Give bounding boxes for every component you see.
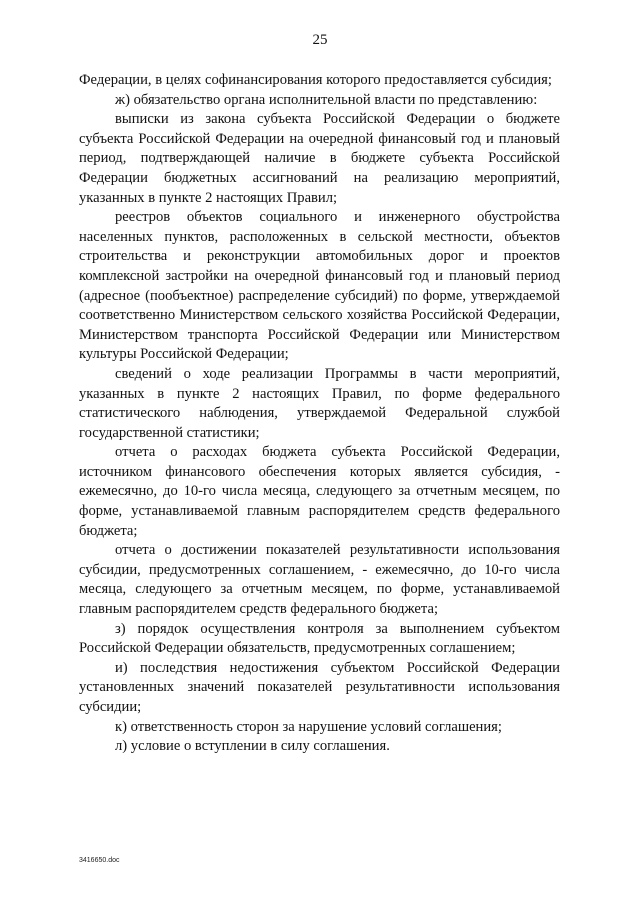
paragraph-performance-report: отчета о достижении показателей результативности использования субсидии, предусмотренных соглашением, - ежемесячно, до 10-го числа месяца, следующего за отчетным месяцем, по форме, устанавливаемой главным распорядителем средств федерального бюджета; (79, 542, 560, 618)
paragraph-item-z: з) порядок осуществления контроля за выполнением субъектом Российской Федерации обязательств, предусмотренных соглашением; (79, 620, 560, 657)
paragraph-item-zh: ж) обязательство органа исполнительной власти по представлению: (115, 91, 538, 108)
page-number: 25 (312, 32, 328, 48)
paragraph-continuation: Федерации, в целях софинансирования которого предоставляется субсидия; (79, 72, 552, 88)
paragraph-item-i: и) последствия недостижения субъектом Российской Федерации установленных значений показателей результативности использования субсидии; (79, 659, 560, 715)
paragraph-item-l: л) условие о вступлении в силу соглашения. (115, 738, 390, 755)
document-body (79, 71, 560, 757)
paragraph-registers: реестров объектов социального и инженерного обустройства населенных пунктов, расположенных в сельской местности, объектов строительства и реконструкции автомобильных дорог и проектов комплексной застройки на очередной финансовый год и плановый период (адресное (пообъектное) распределение субсидий) по форме, утверждаемой соответственно Министерством сельского хозяйства Российской Федерации, Министерством транспорта Российской Федерации или Министерством культуры Российской Федерации; (79, 209, 560, 363)
paragraph-budget-law-extract: выписки из закона субъекта Российской Федерации о бюджете субъекта Российской Федерации на очередной финансовый год и плановый период, подтверждающей наличие в бюджете субъекта Российской Федерации бюджетных ассигнований на реализацию мероприятий, указанных в пункте 2 настоящих Правил; (79, 111, 560, 206)
paragraph-expense-report: отчета о расходах бюджета субъекта Российской Федерации, источником финансового обеспечения которых является субсидия, - ежемесячно, до 10-го числа месяца, следующего за отчетным месяцем, по форме, устанавливаемой главным распорядителем средств федерального бюджета; (79, 444, 560, 539)
paragraph-item-k: к) ответственность сторон за нарушение условий соглашения; (115, 718, 502, 735)
paragraph-program-progress: сведений о ходе реализации Программы в части мероприятий, указанных в пункте 2 настоящих Правил, по форме федерального статистического наблюдения, утверждаемой Федеральной службой государственной статистики; (79, 365, 560, 441)
footer-filename: 3416650.doc (79, 857, 120, 864)
